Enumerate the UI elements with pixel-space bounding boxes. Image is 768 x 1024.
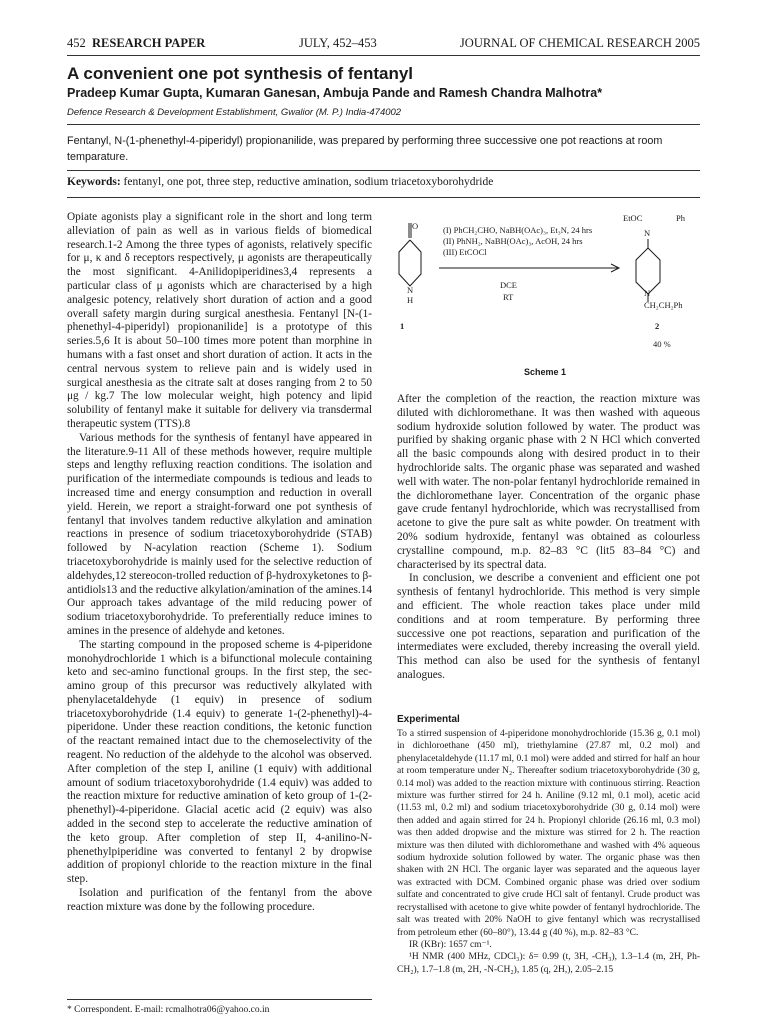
keywords-text: fentanyl, one pot, three step, reductive amination, sodium triacetoxyborohydride <box>123 176 494 188</box>
affiliation: Defence Research & Development Establishment, Gwalior (M. P.) India-474002 <box>67 107 402 118</box>
nmr-data: ¹H NMR (400 MHz, CDCl₃): δ= 0.99 (t, 3H, -CH₃), 1.3–1.4 (m, 2H, Ph-CH₂), 1.7–1.8 (m, 2H, -N-CH₂), 1.85 (q, 2H,), 2.05–2.15 <box>397 952 700 975</box>
journal-name: JOURNAL OF CHEMICAL RESEARCH 2005 <box>459 36 700 50</box>
header-rule <box>67 55 700 56</box>
sm-nitrogen: N <box>407 285 414 295</box>
reaction-scheme <box>397 208 700 378</box>
paragraph: To a stirred suspension of 4-piperidone monohydrochloride (15.36 g, 0.1 mol) in dichloroethane (450 ml), triethylamine (27.87 ml, 0.2 mol) and phenylacetaldehyde (11.17 ml, 0.1 mol) were added and stirred for half an hour at room temperature under N₂. Thereafter sodium triacetoxyborohydride (30 g, 0.14 mol) was added to the reaction mixture with continuous stirring. Reaction mixture was further stirred for 24 h. Aniline (9.12 ml, 0.1 mol), acetic acid (11.53 ml, 0.2 ml) and sodium triacetoxyborohydride (30 g, 0.14 mol) were then added and again stirred for 24 h. Propionyl chloride (26.16 ml, 0.3 mol) was then added dropwise and the mixture was stirred for 2 h. The reaction mixture was then diluted with dichloromethane and washed with 4% aqueous sodium hydroxide solution followed by water. The organic phase was then shaken with 2N HCl. The organic layer was separated and the aqueous layer was extracted with DCM. Combined organic phase was dried over sodium sulfate and concentrated to give crude HCl salt of fentanyl. Crude product was recrystallised with acetone to give white powder of fentanyl hydrochloride. The salt was treated with 20% NaOH to give fentanyl which was recrystallised from petroleum ether (60–80°), 13.44 g (40 %), m.p. 82–83 °C. <box>397 729 700 938</box>
sm-hydrogen: H <box>407 295 414 305</box>
page-number: 452 <box>67 36 86 50</box>
keywords-rule <box>67 197 700 198</box>
paragraph: Isolation and purification of the fentanyl from the above reaction mixture was done by the following procedure. <box>67 887 372 913</box>
sm-oxygen: O <box>412 221 419 231</box>
author-list: Pradeep Kumar Gupta, Kumaran Ganesan, Ambuja Pande and Ramesh Chandra Malhotra* <box>67 86 603 100</box>
paragraph: After the completion of the reaction, the reaction mixture was diluted with dichloromethane. It was then washed with aqueous sodium hydroxide solution followed by water. The product was purified by shaking organic phase with 2 N HCl which converted all the basic compounds along with desired product in to their hydrochloride salts. The organic phase was separated and washed well with water. The non-polar fentanyl hydrochloride remained in the dichloromethane layer. Concentration of the organic phase gave crude fentanyl hydrochloride, which was recrystallised from acetone to give the pure salt as white powder. On treatment with 20% sodium hydroxide, fentanyl was obtained as colourless crystalline compound, m.p. 82–83 °C (lit5 83–84 °C) and characterised by its spectral data. <box>397 393 700 571</box>
reagent-step-2: (II) PhNH₂, NaBH(OAc)₃, AcOH, 24 hrs <box>443 236 583 246</box>
product-etoc: EtOC <box>623 213 643 223</box>
abstract-top-rule <box>67 124 700 125</box>
product-amide-n: N <box>644 228 651 238</box>
keywords <box>67 176 493 188</box>
paper-title: A convenient one pot synthesis of fentanyl <box>67 64 414 83</box>
paragraph: Opiate agonists play a significant role in the short and long term alleviation of pain as well as in various fields of biomedical research.1-2 Among the three types of agonists, relatively specific for μ, κ and δ receptors respectively, μ agonists are therapeutically the most significant. 4-Anilidopiperidines3,4 represents a particular class of μ agonists which are characterised by a high analgesic potency, relatively short duration of action and a good overall safety margin during surgical anesthesia. Fentanyl [N-(1-phenethyl-4-piperidyl) propionanilide] is a prototype of this series.5,6 It is about 50–100 times more potent than morphine in humans with a fast onset and short duration of action. It acts in the central nervous system to relieve pain and is widely used in surgical anesthesia as the citrate salt at doses ranging from 2 to 50 μg / kg.7 The low molecular weight, high potency and lipid solubility of fentanyl make it suitable for delivery via transdermal therapeutic system (TTS).8 <box>67 211 372 430</box>
temperature: RT <box>503 292 514 302</box>
ir-data: IR (KBr): 1657 cm⁻¹. <box>409 939 492 950</box>
section-label: RESEARCH PAPER <box>92 36 206 50</box>
footnote-rule <box>67 999 372 1000</box>
reagent-step-1: (I) PhCH₂CHO, NaBH(OAc)₃, Et₃N, 24 hrs <box>443 225 593 235</box>
reagent-step-3: (III) EtCOCl <box>443 247 487 257</box>
right-column <box>397 393 700 683</box>
product-yield: 40 % <box>653 339 671 349</box>
keywords-label: Keywords: <box>67 176 121 188</box>
abstract-bottom-rule <box>67 170 700 171</box>
experimental-heading: Experimental <box>397 714 460 725</box>
left-column <box>67 211 372 915</box>
correspondence-footnote: * Correspondent. E-mail: rcmalhotra06@yahoo.co.in <box>67 1005 270 1015</box>
experimental-body <box>397 728 700 976</box>
running-header <box>67 36 700 54</box>
piperidone-ring <box>399 240 421 286</box>
paragraph: Various methods for the synthesis of fentanyl have appeared in the literature.9-11 All of these methods however, require multiple steps and lengthy refluxing reaction conditions. The isolation and purification of the intermediate compounds is tedious and leads to increased time and energy consumption and reduction in overall yield. Herein, we report a straight-forward one pot synthesis of fentanyl that involves tandem reductive alkylation and amination reactions in presence of sodium triacetoxyborohydride (STAB) followed by N-acylation reaction (Scheme 1). Sodium triacetoxyborohydride is mainly used for the selective reduction of aldehydes,12 stereocon-trolled reduction of β-hydroxyketones to β-antidiols13 and the reductive alkylation/amination of the amines.14 Our approach takes advantage of the mild reducing power of sodium triacetoxyborohydride. To preferentially reduce imines to amines in the presence of aldehyde and ketones. <box>67 431 372 637</box>
product-ph: Ph <box>676 213 685 223</box>
paragraph: The starting compound in the proposed scheme is 4-piperidone monohydrochloride 1 which is a bifunctional molecule containing keto and sec-amino functional groups. In the first step, the sec-amino group of this precursor was reductively alkylated with phenylacetaldehyde (1 equiv) in presence of sodium triacetoxyborohydride (1.4 equiv) to generate 1-(2-phenethyl)-4-piperidone. Under these reaction conditions, the ketonic function of the reactant remained intact due to the chemoselectivity of the reagent. No reduction of the aldehyde to the alcohol was observed. After completion of the step I, aniline (1 equiv) with additional amount of sodium triacetoxyborohydride (1.4 equiv) was added to the reaction mixture for reductive amination of keto group of 1-(2-phenethyl)-4-piperidone. Glacial acetic acid (2 equiv) was also added in the second step to accelerate the reductive amination of the keto group. After completion of step II, 4-anilino-N-phenethylpiperidine was converted to fentanyl 2 by dropwise addition of propionyl chloride to the reaction mixture in the final step. <box>67 638 372 886</box>
scheme-caption: Scheme 1 <box>524 367 567 377</box>
product-ring-n: N <box>644 288 651 298</box>
abstract: Fentanyl, N-(1-phenethyl-4-piperidyl) propionanilide, was prepared by performing three successive one pot reactions at room temparature. <box>67 135 663 163</box>
issue-date: JULY, 452–453 <box>299 36 377 50</box>
product-substituent: CH₂CH₂Ph <box>644 300 683 310</box>
compound-1-label: 1 <box>400 321 405 331</box>
paragraph: In conclusion, we describe a convenient and efficient one pot synthesis of fentanyl hydrochloride. This method is very simple and efficient. The whole reaction takes place under mild conditions and at room temperature. By performing three successive one pot reactions, separation and purification of the intermediates were excluded, thereby increasing the overall yield. This method can also be used for the synthesis of fentanyl analogues. <box>397 572 700 681</box>
solvent: DCE <box>500 280 517 290</box>
compound-2-label: 2 <box>655 321 660 331</box>
